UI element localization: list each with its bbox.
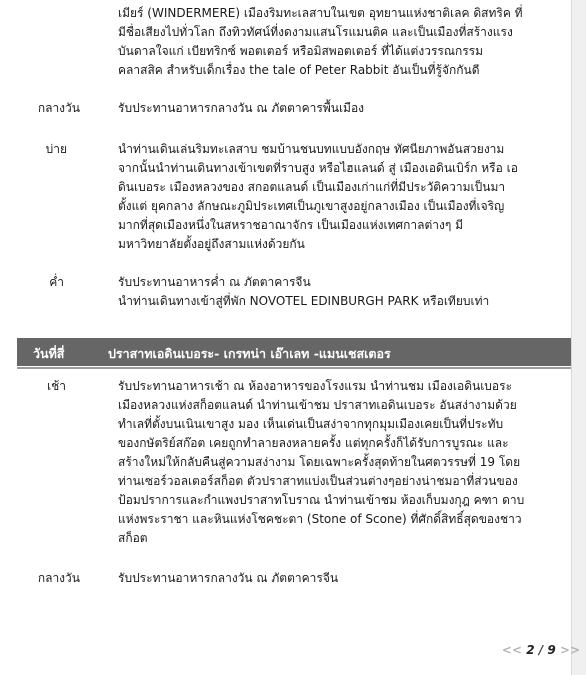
text-line: ป้อมปราการและกำแพงปราสาทโบราณ นำท่านเข้าชม ห้องเก็บมงกุฎ คฑา ดาบ — [118, 493, 525, 507]
text-line: มหาวิทยาลัยตั้งอยู่ถึงสามแห่งด้วยกัน — [118, 237, 305, 251]
day-number: วันที่สี่ — [33, 346, 65, 361]
text-line: ดินเบอระ เมืองหลวงของ สกอตแลนด์ เป็นเมืองเก่าแก่ที่มีประวัติความเป็นมา — [118, 180, 506, 194]
page-separator: / — [538, 643, 544, 657]
text-line: เมืองหลวงแห่งสก็อตแลนด์ นำท่านเข้าชม ปราสาทเอดินเบอระ อันสง่างามด้วย — [118, 398, 517, 412]
text-line: ทำเลที่ตั้งบนเนินเขาสูง มอง เห็นเด่นเป็นสง่าจากทุกมุมเมืองเคยเป็นที่ประทับ — [118, 417, 504, 431]
current-page: 2 — [526, 643, 535, 657]
next-page-button[interactable]: >> — [559, 643, 580, 657]
prev-page-button[interactable]: << — [501, 643, 523, 657]
afternoon-label: บ่าย — [45, 142, 67, 156]
text-line: จากนั้นนำท่านเดินทางเข้าเขตที่ราบสูง หรือไฮแลนด์ สู่ เมืองเอดินเบิร์ก หรือ เอ — [118, 161, 518, 175]
text-line: สร้างใหม่ให้กลับคืนสู่ความสง่างาม โดยเฉพาะครั้งสุดท้ายในศตวรรษที่ 19 โดย — [118, 455, 521, 469]
text-line: ของกษัตริย์สก๊อต เคยถูกทำลายลงหลายครั้ง แต่ทุกครั้งก็ได้รับการบูรณะ และ — [118, 436, 509, 450]
text-line: รับประทานอาหารค่ำ ณ ภัตตาคารจีน — [118, 275, 311, 289]
lunch2-label: กลางวัน — [37, 571, 80, 585]
text-line: ท่านเซอร์วอลเตอร์สก็อต ตัวปราสาทแบ่งเป็นส่วนต่างๆอย่างน่าชมอาที่ส่วนของ — [118, 474, 518, 488]
text-line: นำท่านเดินทางเข้าสู่ที่พัก NOVOTEL EDINBURGH PARK หรือเทียบเท่า — [118, 294, 490, 308]
lunch-text: รับประทานอาหารกลางวัน ณ ภัตตาคารพื้นเมือง — [118, 101, 365, 115]
morning-label: เช้า — [47, 379, 66, 393]
text-line: รับประทานอาหารเช้า ณ ห้องอาหารของโรงแรม นำท่านชม เมืองเอดินเบอระ — [118, 379, 513, 393]
vertical-scrollbar[interactable] — [571, 0, 586, 675]
text-line: บันดาลใจแก่ เบียทริกซ์ พอตเตอร์ หรือมิสพอตเตอร์ ที่ได้แต่งวรรณกรรม — [118, 44, 484, 58]
lunch2-text: รับประทานอาหารกลางวัน ณ ภัตตาคารจีน — [118, 571, 339, 585]
text-line: ตั้งแต่ ยุคกลาง ลักษณะภูมิประเทศเป็นภูเขาสูงอยู่กลางเมือง เป็นเมืองที่เจริญ — [118, 199, 505, 213]
text-line: คลาสสิค สำหรับเด็กเรื่อง the tale of Peter Rabbit อันเป็นที่รู้จักกันดี — [118, 63, 480, 77]
day-header-bar — [17, 338, 571, 366]
intro-paragraph — [118, 4, 571, 80]
text-line: สก็อต — [118, 531, 148, 545]
afternoon-paragraph — [118, 140, 571, 254]
text-line: เมียร์ (WINDERMERE) เมืองริมทะเลสาบในเขต อุทยานแห่งชาติเลค ดิสทริค ที่ — [118, 6, 523, 20]
morning-paragraph — [118, 377, 571, 548]
text-line: แห่งพระราชา และหินแห่งโชคชะตา (Stone of Scone) ที่ศักดิ์สิทธิ์สุดของชาว — [118, 512, 522, 526]
text-line: นำท่านเดินเล่นริมทะเลสาบ ชมบ้านชนบทแบบอังกฤษ ทัศนียภาพอันสวยงาม — [118, 142, 505, 156]
total-pages: 9 — [547, 643, 556, 657]
text-line: มากที่สุดเมืองหนึ่งในสหราชอาณาจักร เป็นเมืองแห่งเทศกาลต่างๆ มี — [118, 218, 464, 232]
page-navigator — [502, 643, 580, 657]
dinner-label: ค่ำ — [49, 275, 64, 289]
lunch-label: กลางวัน — [37, 101, 80, 115]
divider — [17, 367, 571, 369]
day-title: ปราสาทเอดินเบอระ- เกรทน่า เอ๊าเลท -แมนเชสเตอร — [108, 346, 391, 361]
text-line: มีชื่อเสียงไปทั่วโลก ถึงทิวทัศน์ที่งดงามแสนโรแมนติค และเป็นเมืองที่สร้างแรง — [118, 25, 513, 39]
dinner-paragraph — [118, 273, 571, 311]
